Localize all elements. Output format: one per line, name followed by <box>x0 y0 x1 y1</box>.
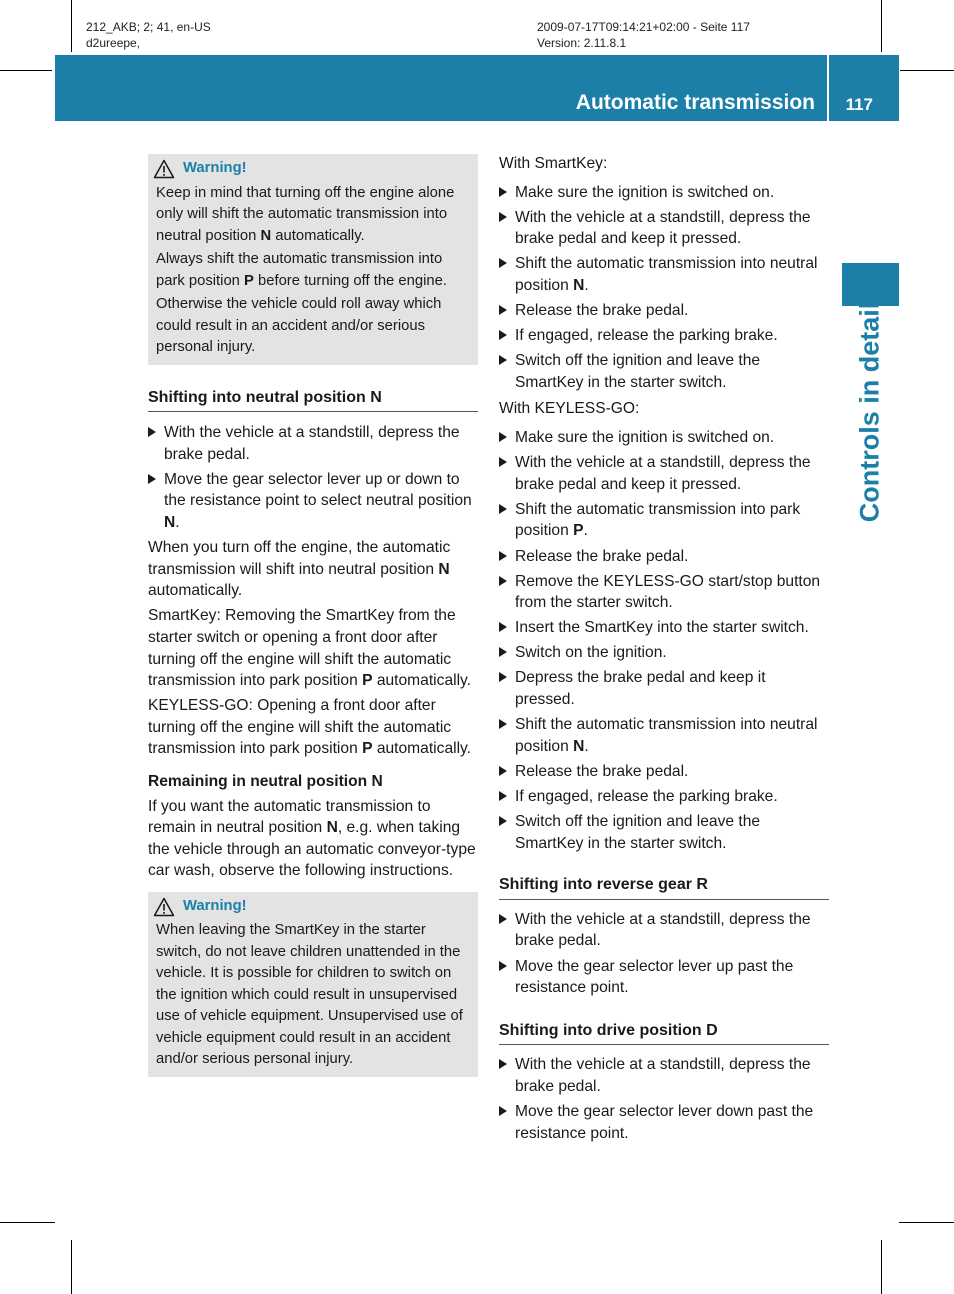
instruction-item: Switch off the ignition and leave the SmartKey in the starter switch. <box>499 350 829 393</box>
section-heading: Shifting into neutral position N <box>148 387 478 413</box>
page-title: Automatic transmission <box>575 91 815 114</box>
crop-mark <box>881 1240 882 1294</box>
instruction-item: Shift the automatic transmission into neutral position N. <box>499 253 829 296</box>
instruction-item: Make sure the ignition is switched on. <box>499 427 829 449</box>
instruction-list <box>148 422 478 533</box>
bullet-arrow-icon <box>148 427 156 437</box>
bullet-arrow-icon <box>499 504 507 514</box>
meta-timestamp: 2009-07-17T09:14:21+02:00 - Seite 117 <box>537 20 750 34</box>
instruction-item: Make sure the ignition is switched on. <box>499 182 829 204</box>
instruction-item: Move the gear selector lever up past the resistance point. <box>499 956 829 999</box>
instruction-item: Insert the SmartKey into the starter switch. <box>499 617 829 639</box>
bullet-arrow-icon <box>499 457 507 467</box>
crop-mark <box>71 1240 72 1294</box>
bullet-arrow-icon <box>499 432 507 442</box>
right-column <box>499 153 829 1148</box>
print-meta-left <box>86 19 211 51</box>
meta-user: d2ureepe, <box>86 36 141 50</box>
instruction-list <box>499 909 829 999</box>
section-heading: Shifting into drive position D <box>499 1020 829 1046</box>
crop-mark <box>0 1222 55 1223</box>
warning-paragraph: When leaving the SmartKey in the starter switch, do not leave children unattended in the vehicle. It is possible for children to switch on the ignition which could result in unsupervised use of vehicle equipment. Unsupervised use of vehicle equipment could result in an accident and/or serious personal injury. <box>156 922 463 1068</box>
instruction-item: Shift the automatic transmission into neutral position N. <box>499 714 829 757</box>
procedure-label: With KEYLESS-GO: <box>499 400 640 418</box>
bullet-arrow-icon <box>499 816 507 826</box>
instruction-list <box>499 427 829 854</box>
bullet-arrow-icon <box>499 258 507 268</box>
warning-triangle-icon <box>153 897 175 917</box>
crop-mark <box>881 0 882 52</box>
bullet-arrow-icon <box>148 474 156 484</box>
bullet-arrow-icon <box>499 647 507 657</box>
warning-paragraph: Always shift the automatic transmission into park position P before turning off the engine. <box>156 251 447 289</box>
bullet-arrow-icon <box>499 719 507 729</box>
crop-mark <box>899 1222 954 1223</box>
instruction-item: Release the brake pedal. <box>499 300 829 322</box>
crop-mark <box>0 70 52 71</box>
bullet-arrow-icon <box>499 330 507 340</box>
bullet-arrow-icon <box>499 355 507 365</box>
section-heading: Shifting into reverse gear R <box>499 874 829 900</box>
crop-mark <box>71 0 72 52</box>
bullet-arrow-icon <box>499 791 507 801</box>
left-column <box>148 154 478 1077</box>
bullet-arrow-icon <box>499 961 507 971</box>
bullet-arrow-icon <box>499 305 507 315</box>
warning-box <box>148 892 478 1077</box>
instruction-item: Shift the automatic transmission into park position P. <box>499 499 829 542</box>
bullet-arrow-icon <box>499 672 507 682</box>
warning-header <box>153 896 470 918</box>
instruction-list <box>499 1054 829 1144</box>
bullet-arrow-icon <box>499 622 507 632</box>
warning-triangle-icon <box>153 159 175 179</box>
warning-label: Warning! <box>183 160 247 176</box>
warning-box <box>148 154 478 365</box>
warning-label: Warning! <box>183 897 247 914</box>
bullet-arrow-icon <box>499 914 507 924</box>
bullet-arrow-icon <box>499 212 507 222</box>
page-number: 117 <box>845 95 873 114</box>
bullet-arrow-icon <box>499 1106 507 1116</box>
instruction-item: Depress the brake pedal and keep it pressed. <box>499 667 829 710</box>
bullet-arrow-icon <box>499 187 507 197</box>
body-paragraph: SmartKey: Removing the SmartKey from the starter switch or opening a front door after turning off the engine will shift the automatic transmission into park position P automatically. <box>148 607 472 690</box>
instruction-item: With the vehicle at a standstill, depress the brake pedal. <box>499 909 829 952</box>
procedure-label: With SmartKey: <box>499 155 608 172</box>
instruction-item: Switch on the ignition. <box>499 642 829 664</box>
bullet-arrow-icon <box>499 1059 507 1069</box>
instruction-item: If engaged, release the parking brake. <box>499 325 829 347</box>
warning-paragraph: Otherwise the vehicle could roll away which could result in an accident and/or serious personal injury. <box>156 296 442 355</box>
instruction-item: With the vehicle at a standstill, depress the brake pedal and keep it pressed. <box>499 452 829 495</box>
instruction-item: Release the brake pedal. <box>499 546 829 568</box>
instruction-item: Move the gear selector lever up or down to the resistance point to select neutral position N. <box>148 469 478 534</box>
instruction-list <box>499 182 829 394</box>
body-paragraph: If you want the automatic transmission to remain in neutral position N, e.g. when taking the vehicle through an automatic conveyor-type car wash, observe the following instructions. <box>148 797 476 880</box>
side-tab-label: Controls in detail <box>854 301 885 523</box>
bullet-arrow-icon <box>499 551 507 561</box>
chapter-banner <box>55 55 899 121</box>
body-paragraph: When you turn off the engine, the automatic transmission will shift into neutral position N automatically. <box>148 539 451 600</box>
instruction-item: Move the gear selector lever down past the resistance point. <box>499 1101 829 1144</box>
instruction-item: With the vehicle at a standstill, depress the brake pedal. <box>148 422 478 465</box>
instruction-item: Switch off the ignition and leave the SmartKey in the starter switch. <box>499 811 829 854</box>
instruction-item: If engaged, release the parking brake. <box>499 786 829 808</box>
bullet-arrow-icon <box>499 576 507 586</box>
side-tab-marker <box>842 263 899 306</box>
instruction-item: With the vehicle at a standstill, depress the brake pedal. <box>499 1054 829 1097</box>
warning-header <box>153 158 470 180</box>
instruction-item: With the vehicle at a standstill, depress the brake pedal and keep it pressed. <box>499 207 829 250</box>
print-meta-right <box>537 19 750 51</box>
instruction-item: Remove the KEYLESS-GO start/stop button from the starter switch. <box>499 571 829 614</box>
meta-version: Version: 2.11.8.1 <box>537 36 627 50</box>
meta-job: 212_AKB; 2; 41, en-US <box>86 20 211 34</box>
body-paragraph: KEYLESS-GO: Opening a front door after turning off the engine will shift the automatic transmission into park position P automatically. <box>148 697 472 758</box>
warning-paragraph: Keep in mind that turning off the engine alone only will shift the automatic transmission into neutral position N automatically. <box>156 184 455 244</box>
banner-divider <box>827 55 829 121</box>
subsection-heading: Remaining in neutral position N <box>148 773 383 790</box>
bullet-arrow-icon <box>499 766 507 776</box>
instruction-item: Release the brake pedal. <box>499 761 829 783</box>
crop-mark <box>900 70 954 71</box>
